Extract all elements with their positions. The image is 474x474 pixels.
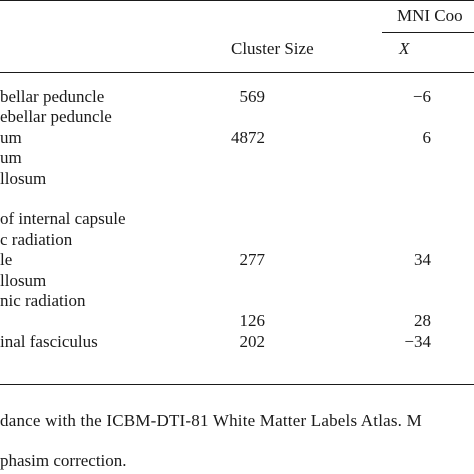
cluster-size-header: Cluster Size (231, 39, 314, 58)
region-cell: of internal capsule (0, 209, 126, 229)
table-row (0, 108, 474, 128)
region-cell: um (0, 127, 22, 147)
table-row (0, 149, 474, 169)
cluster-size-cell: 126 (239, 311, 265, 331)
cluster-size-cell: 202 (239, 331, 265, 351)
region-cell: llosum (0, 168, 47, 188)
table-row (0, 251, 474, 271)
region-cell: le (0, 250, 13, 270)
region-cell: ebellar peduncle (0, 107, 112, 127)
table-row (0, 170, 474, 190)
region-cell: llosum (0, 270, 47, 290)
table-bottom-rule (0, 384, 474, 385)
region-cell: c radiation (0, 229, 73, 249)
x-coordinate-header: X (399, 39, 410, 58)
table-row (0, 231, 474, 251)
table-row (0, 129, 474, 149)
mni-header-rule (382, 32, 474, 33)
top-rule (0, 0, 474, 1)
table-row (0, 333, 474, 353)
x-coordinate-cell: 6 (422, 127, 431, 147)
cluster-size-cell: 4872 (231, 127, 265, 147)
table-row (0, 210, 474, 230)
x-coordinate-cell: −34 (404, 331, 431, 351)
footnote-line-2: phasim correction. (0, 451, 127, 470)
x-coordinate-cell: 34 (414, 250, 431, 270)
region-cell: bellar peduncle (0, 87, 105, 106)
table-row (0, 88, 474, 108)
table-row (0, 190, 474, 210)
region-cell: inal fasciculus (0, 331, 98, 351)
table-row (0, 312, 474, 332)
cluster-size-cell: 569 (239, 87, 265, 106)
mni-coordinates-header: MNI Coo (397, 6, 463, 25)
footnote-line-1: dance with the ICBM-DTI-81 White Matter Labels Atlas. M (0, 411, 422, 430)
region-cell: um (0, 148, 22, 168)
table-row (0, 272, 474, 292)
header-bottom-rule (0, 72, 474, 73)
region-cell: nic radiation (0, 291, 86, 310)
table-row (0, 292, 474, 312)
x-coordinate-cell: 28 (414, 311, 431, 331)
cluster-size-cell: 277 (239, 250, 265, 270)
x-coordinate-cell: −6 (412, 87, 431, 106)
